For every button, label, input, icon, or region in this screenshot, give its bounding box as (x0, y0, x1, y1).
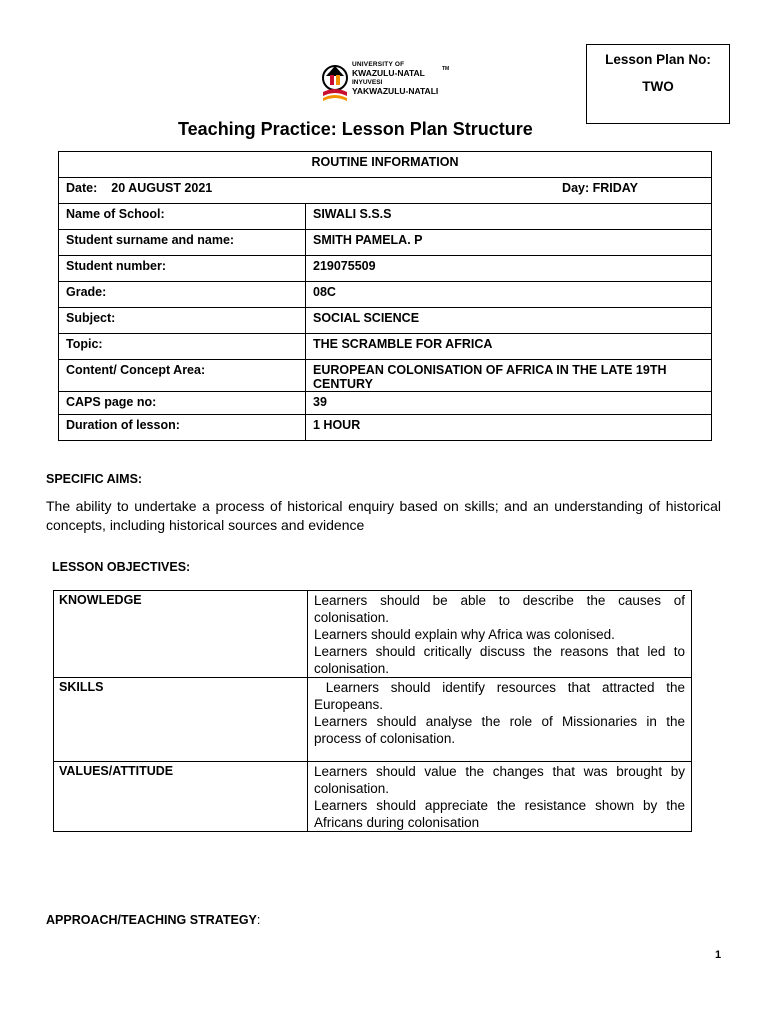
lesson-objectives-table (53, 590, 692, 832)
table-row (59, 415, 712, 441)
approach-heading (46, 913, 260, 927)
routine-heading: ROUTINE INFORMATION (59, 152, 712, 178)
objective-line: Learners should be able to describe the causes of colonisation. (314, 593, 685, 625)
row-label: Duration of lesson: (59, 415, 306, 441)
table-row (59, 204, 712, 230)
approach-heading-text: APPROACH/TEACHING STRATEGY (46, 913, 257, 927)
logo-wordmark (352, 62, 438, 95)
routine-heading-row (59, 152, 712, 178)
date-value: 20 AUGUST 2021 (111, 181, 213, 195)
row-value: 39 (306, 392, 712, 415)
objective-text (308, 762, 692, 832)
row-value: THE SCRAMBLE FOR AFRICA (306, 334, 712, 360)
logo-line-4: YAKWAZULU-NATALI (352, 85, 439, 96)
objective-text (308, 591, 692, 678)
row-label: Content/ Concept Area: (59, 360, 306, 392)
specific-aims-heading: SPECIFIC AIMS: (46, 472, 143, 486)
lesson-plan-label: Lesson Plan No: (605, 52, 711, 67)
table-row (59, 392, 712, 415)
row-label: Name of School: (59, 204, 306, 230)
specific-aims-text: The ability to undertake a process of historical enquiry based on skills; and an understanding of historical concepts, including historical sources and evidence (46, 498, 721, 533)
table-row (59, 282, 712, 308)
table-row (54, 591, 692, 678)
row-value: 1 HOUR (306, 415, 712, 441)
table-row (59, 360, 712, 392)
row-label: Grade: (59, 282, 306, 308)
table-row (59, 256, 712, 282)
lesson-objectives-heading: LESSON OBJECTIVES: (52, 560, 191, 574)
objective-label: VALUES/ATTITUDE (54, 762, 308, 832)
lesson-plan-value: TWO (642, 79, 674, 94)
approach-colon: : (256, 913, 261, 927)
row-value: 08C (306, 282, 712, 308)
date-row (59, 178, 712, 204)
objective-line: Learners should critically discuss the reasons that led to colonisation. (314, 644, 685, 676)
routine-information-table (58, 151, 712, 441)
objective-line: Learners should analyse the role of Missionaries in the process of colonisation. (314, 714, 685, 746)
row-label: Subject: (59, 308, 306, 334)
objective-line: Learners should identify resources that attracted the Europeans. (314, 680, 689, 712)
row-value: 219075509 (306, 256, 712, 282)
row-value: SOCIAL SCIENCE (306, 308, 712, 334)
table-row (59, 308, 712, 334)
logo-line-3: INYUVESI (352, 78, 383, 86)
row-label: Student surname and name: (59, 230, 306, 256)
date-cell (66, 181, 212, 195)
table-row (54, 762, 692, 832)
university-logo (318, 58, 452, 108)
day-value: Day: FRIDAY (562, 181, 638, 195)
row-value: EUROPEAN COLONISATION OF AFRICA IN THE LATE 19TH CENTURY (306, 360, 712, 392)
logo-line-2: KWAZULU-NATAL (352, 67, 425, 78)
row-label: CAPS page no: (59, 392, 306, 415)
row-value: SIWALI S.S.S (306, 204, 712, 230)
objective-label: KNOWLEDGE (54, 591, 308, 678)
table-row (59, 230, 712, 256)
row-label: Topic: (59, 334, 306, 360)
page-number: 1 (715, 949, 722, 961)
page-title: Teaching Practice: Lesson Plan Structure (178, 119, 533, 139)
date-label: Date: (66, 181, 98, 195)
table-row (54, 678, 692, 762)
objective-line: Learners should appreciate the resistance shown by the Africans during colonisation (314, 798, 685, 830)
row-value: SMITH PAMELA. P (306, 230, 712, 256)
row-label: Student number: (59, 256, 306, 282)
lesson-plan-number-box (586, 44, 730, 124)
trademark-mark: TM (442, 66, 450, 72)
ukzn-crest-icon (318, 58, 352, 106)
objective-line: Learners should value the changes that was brought by colonisation. (314, 764, 685, 796)
table-row (59, 334, 712, 360)
objective-label: SKILLS (54, 678, 308, 762)
objective-line: Learners should explain why Africa was colonised. (314, 627, 615, 642)
objective-text (308, 678, 692, 762)
logo-line-1: UNIVERSITY OF (352, 61, 405, 68)
